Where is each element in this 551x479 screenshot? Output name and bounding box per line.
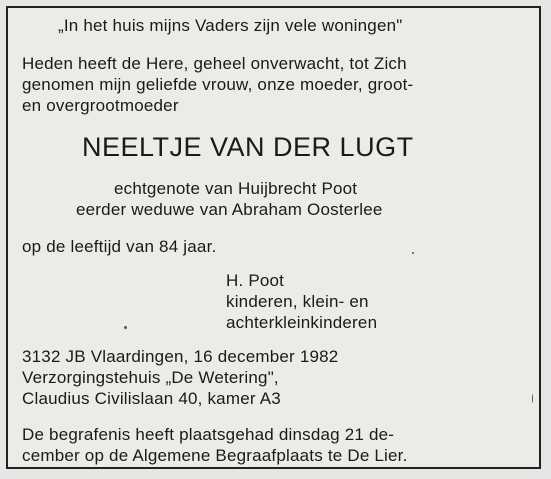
print-speck — [124, 326, 127, 329]
obituary-notice — [6, 6, 541, 469]
intro-line: en overgrootmoeder — [22, 96, 179, 115]
signatory-line: H. Poot — [226, 271, 285, 290]
address-line: Verzorgingstehuis „De Wetering", — [22, 368, 279, 387]
bible-quote: „In het huis mijns Vaders zijn vele woningen" — [58, 16, 403, 35]
widow-line: eerder weduwe van Abraham Oosterlee — [76, 200, 383, 219]
signatory-line: achterkleinkinderen — [226, 313, 378, 332]
intro-line: genomen mijn geliefde vrouw, onze moeder, groot- — [22, 75, 414, 94]
place-date-line: 3132 JB Vlaardingen, 16 december 1982 — [22, 347, 339, 366]
funeral-line: De begrafenis heeft plaatsgehad dinsdag 21 de- — [22, 425, 395, 444]
funeral-line: cember op de Algemene Begraafplaats te De Lier. — [22, 446, 408, 465]
print-speck — [532, 394, 533, 403]
spouse-line: echtgenote van Huijbrecht Poot — [114, 179, 358, 198]
address-line: Claudius Civilislaan 40, kamer A3 — [22, 389, 281, 408]
signatory-line: kinderen, klein- en — [226, 292, 369, 311]
deceased-name: NEELTJE VAN DER LUGT — [82, 132, 414, 162]
age-line: op de leeftijd van 84 jaar. — [22, 237, 217, 256]
print-speck — [412, 252, 414, 254]
intro-line: Heden heeft de Here, geheel onverwacht, tot Zich — [22, 54, 407, 73]
